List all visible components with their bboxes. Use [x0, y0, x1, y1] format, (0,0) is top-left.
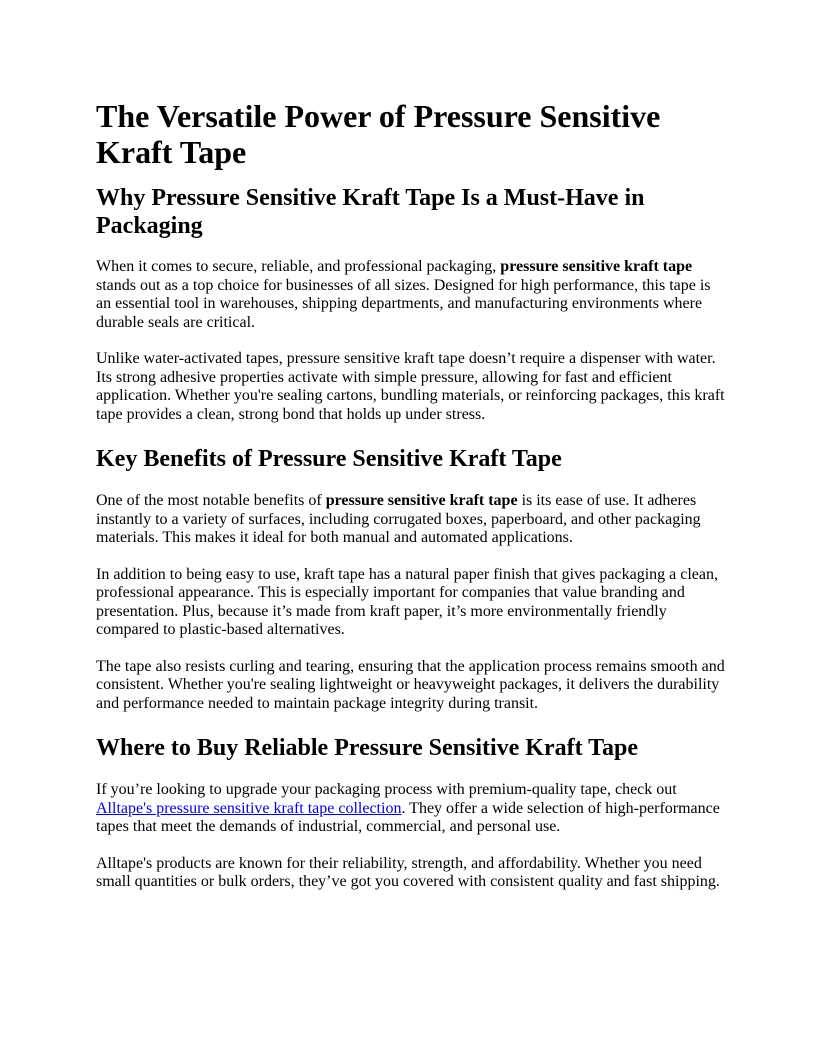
benefits-heading: Key Benefits of Pressure Sensitive Kraft Tape — [96, 446, 562, 472]
intro-p1-text-before: When it comes to secure, reliable, and professional packaging, — [96, 258, 501, 275]
benefits-paragraph-2: In addition to being easy to use, kraft tape has a natural paper finish that gives packaging a clean, professional appearance. This is especially important for companies that value branding and presentation. Plus, because it’s made from kraft paper, it’s more environmentally friendly compared to plastic-based alternatives. — [96, 565, 719, 638]
intro-paragraph-1 — [96, 258, 726, 332]
benefits-p1-text-before: One of the most notable benefits of — [96, 492, 326, 509]
subtitle-heading: Why Pressure Sensitive Kraft Tape Is a Must-Have in Packaging — [96, 185, 645, 239]
intro-p1-bold-keyword: pressure sensitive kraft tape — [500, 258, 693, 275]
page-title: The Versatile Power of Pressure Sensitive Kraft Tape — [96, 98, 661, 170]
intro-paragraph-2: Unlike water-activated tapes, pressure sensitive kraft tape doesn’t require a dispenser with water. Its strong adhesive properties activate with simple pressure, allowing for fast and efficient application. Whether you're sealing cartons, bundling materials, or reinforcing packages, this kraft tape provides a clean, strong bond that holds up under stress. — [96, 350, 725, 423]
benefits-paragraph-3: The tape also resists curling and tearing, ensuring that the application process remains smooth and consistent. Whether you're sealing lightweight or heavyweight packages, it delivers the durability and performance needed to maintain package integrity during transit. — [96, 657, 725, 712]
buy-p1-text-before: If you’re looking to upgrade your packaging process with premium-quality tape, check out — [96, 781, 677, 798]
buy-paragraph-2: Alltape's products are known for their reliability, strength, and affordability. Whether you need small quantities or bulk orders, they’ve got you covered with consistent quality and fast shipping. — [96, 854, 720, 890]
benefits-p1-bold-keyword: pressure sensitive kraft tape — [325, 492, 518, 509]
buy-paragraph-1 — [96, 781, 726, 837]
benefits-paragraph-1 — [96, 492, 726, 548]
document-page — [96, 98, 726, 910]
benefits-p1-text-after: is its ease of use. It adheres instantly to a variety of surfaces, including corrugated boxes, paperboard, and other packaging materials. This makes it ideal for both manual and automated applications. — [96, 492, 701, 546]
buy-p1-text-after: . They offer a wide selection of high-performance tapes that meet the demands of industrial, commercial, and personal use. — [96, 799, 720, 835]
intro-p1-text-after: stands out as a top choice for businesses of all sizes. Designed for high performance, this tape is an essential tool in warehouses, shipping departments, and manufacturing environments where durable seals are critical. — [96, 276, 711, 331]
alltape-collection-link[interactable]: Alltape's pressure sensitive kraft tape collection — [96, 799, 402, 817]
buy-heading: Where to Buy Reliable Pressure Sensitive Kraft Tape — [96, 735, 638, 761]
